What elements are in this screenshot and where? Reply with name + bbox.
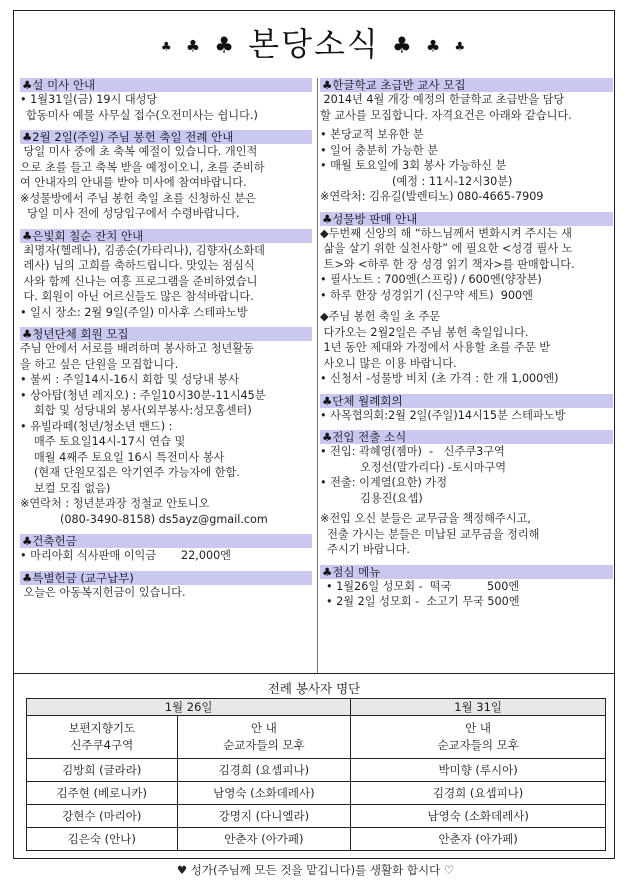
text-line: 주님 안에서 서로를 배려하며 봉사하고 청년활동 — [20, 342, 254, 355]
contact-line: ※연락처: 김유길(발렌티노) 080-4665-7909 — [320, 190, 544, 203]
text-line: 1년 동안 제대와 가정에서 사용할 초를 주문 받 — [320, 341, 551, 354]
role-cell — [177, 716, 351, 759]
bullet-item: • 하루 한장 성경읽기 (신구약 세트) 900엔 — [320, 288, 613, 304]
text-line: 을 하고 싶은 단원을 모집합니다. — [20, 357, 179, 371]
text-line: (예정 : 11시-12시30분) — [392, 174, 513, 188]
right-column — [317, 78, 613, 673]
section-heading: ♣성물방 판매 안내 — [320, 212, 613, 226]
role-cell — [351, 716, 606, 759]
lunch-menu-section — [320, 565, 613, 610]
role-group: 순교자들의 모후 — [437, 738, 519, 752]
special-offering-section — [20, 571, 312, 601]
text-line: ※성물방에서 주님 봉헌 축일 초를 신청하신 분은 — [20, 191, 257, 205]
roster-table — [26, 698, 606, 851]
date-cell: 1월 26일 — [27, 699, 351, 716]
korean-school-section — [320, 78, 613, 205]
section-heading: ♣한글학교 초급반 교사 모집 — [320, 78, 613, 92]
text-line: 오정선(말가리다) -토시마구역 — [360, 460, 507, 474]
text-line: 으로 초를 들고 축복 받을 예정이오니, 초를 준비하 — [20, 160, 265, 174]
sub-heading: ◆주님 봉헌 축일 초 주문 — [320, 310, 441, 323]
table-row — [27, 828, 606, 851]
text-line: 최명자(헬레나), 김종순(가타리나), 김향자(소화데 — [20, 243, 265, 257]
youth-recruit-section — [20, 327, 312, 527]
monthly-meeting-section — [320, 394, 613, 424]
name-cell: 안춘자 (아가페) — [177, 828, 351, 851]
name-cell: 김방희 (글라라) — [27, 759, 178, 782]
bullet-item: • 매월 토요일에 3회 봉사 가능하신 분 — [320, 158, 613, 174]
table-row — [27, 805, 606, 828]
text-line: 김용진(요셉) — [360, 491, 423, 505]
text-line: 다. 회원이 아닌 어르신들도 많은 참석바랍니다. — [20, 290, 254, 303]
club-icon: ♣ — [185, 36, 203, 56]
bullet-item: • 상아탑(청년 레지오) : 주일10시30분-11시45분 — [20, 388, 312, 404]
table-row — [27, 759, 606, 782]
name-cell: 강명지 (다니엘라) — [177, 805, 351, 828]
text-line: 주시기 바랍니다. — [320, 543, 410, 556]
text-line: 다가오는 2월2일은 주님 봉헌 축일입니다. — [320, 325, 529, 339]
name-cell: 강현수 (마리아) — [27, 805, 178, 828]
bullet-item: • 일어 충분히 가능한 분 — [320, 143, 613, 159]
new-year-mass-section — [20, 78, 312, 123]
bullet-item: • 2월 2일 성모회 - 소고기 무국 500엔 — [320, 594, 613, 610]
section-heading: ♣2월 2일(주일) 주님 봉헌 축일 전례 안내 — [20, 130, 312, 144]
bullet-item: • 일시 장소: 2월 9일(주일) 미사후 스테파노방 — [20, 305, 312, 321]
text-line: ◆두번째 신앙의 해 “하느님께서 변화시켜 주시는 새 — [320, 226, 572, 240]
name-cell: 김경희 (요셉피나) — [177, 759, 351, 782]
text-line: 여 안내자의 안내를 받아 미사에 참여바랍니다. — [20, 176, 247, 189]
role-label: 보편지향기도 — [68, 721, 136, 735]
bullet-item: • 마리아회 식사판매 이익금 22,000엔 — [20, 548, 312, 564]
gift-shop-section — [320, 212, 613, 387]
bullet-item: • 1월26일 성모회 - 떡국 500엔 — [320, 579, 613, 595]
role-cell — [27, 716, 178, 759]
liturgy-server-roster — [13, 674, 615, 859]
bullet-item: • 불씨 : 주일14시-16시 회합 및 성당내 봉사 — [20, 372, 312, 388]
roster-title: 전례 봉사자 명단 — [267, 681, 361, 696]
text-line: 트>와 <하루 한 장 성경 읽기 책자>를 판매합니다. — [320, 257, 575, 271]
text-line: 당일 미사 중에 초 축복 예절이 있습니다. 개인적 — [20, 145, 258, 158]
text-line: 매주 토요일14시-17시 연습 및 — [34, 435, 186, 448]
text-line: 전출 가시는 분들은 미납된 교무금을 정리해 — [320, 527, 540, 541]
contact-phone-email: (080-3490-8158) ds5ayz@gmail.com — [60, 512, 268, 526]
text-line: 오늘은 아동복지헌금이 있습니다. — [20, 585, 186, 599]
bullet-item: • 사목협의회:2월 2일(주일)14시15분 스테파노방 — [320, 408, 613, 424]
text-line: ※전입 오신 분들은 교무금을 책정해주시고, — [320, 512, 531, 525]
club-icon: ♣ — [454, 39, 468, 54]
text-line: (현재 단원모집은 악기연주 가능자에 한함. — [34, 466, 240, 479]
name-cell: 남영숙 (소화데레사) — [177, 782, 351, 805]
section-heading: ♣점심 메뉴 — [320, 565, 613, 579]
text-line: 2014년 4월 개강 예정의 한글학교 초급반을 담당 — [320, 93, 565, 106]
name-cell: 김은숙 (안나) — [27, 828, 178, 851]
text-line: 할 교사를 모집합니다. 자격요건은 아래와 같습니다. — [320, 108, 572, 122]
name-cell: 남영숙 (소화데레사) — [351, 805, 606, 828]
text-line: 사와 함께 신나는 여흥 프로그램을 준비하였습니 — [20, 274, 258, 288]
section-heading: ♣설 미사 안내 — [20, 78, 312, 92]
bullet-item: • 전출: 이계열(요한) 가정 — [320, 475, 613, 491]
title-text: 본당소식 — [248, 25, 380, 63]
bullet-item: • 1월31일(금) 19시 대성당 — [20, 92, 312, 108]
table-row — [27, 782, 606, 805]
section-heading: ♣특별헌금 (교구납부) — [20, 571, 312, 585]
bullet-item: • 필사노트 : 700엔(스프링) / 600엔(양장본) — [320, 272, 613, 288]
date-cell: 1월 31일 — [351, 699, 606, 716]
club-icon: ♣ — [425, 36, 443, 56]
club-icon: ♣ — [392, 33, 414, 59]
section-heading: ♣단체 월례회의 — [320, 394, 613, 408]
transfer-news-section — [320, 430, 613, 558]
bullet-item: • 전입: 곽혜영(젬마) - 신주쿠3구역 — [320, 444, 613, 460]
text-line: 매월 4째주 토요일 16시 특전미사 봉사 — [34, 450, 225, 464]
text-line: 삶을 살기 위한 실천사항” 에 필요한 <성경 필사 노 — [320, 242, 573, 255]
bullet-item: • 유빌라떼(청년/청소년 밴드) : — [20, 419, 312, 435]
role-group: 순교자들의 모후 — [223, 738, 305, 752]
name-cell: 김주현 (베로니카) — [27, 782, 178, 805]
club-icon: ♣ — [160, 39, 174, 54]
silver-club-section — [20, 229, 312, 321]
text-line: 사오니 많은 이용 바랍니다. — [320, 356, 457, 370]
section-heading: ♣은빛회 칠순 잔치 안내 — [20, 229, 312, 243]
role-label: 안 내 — [250, 721, 277, 735]
name-cell: 김경희 (요셉피나) — [351, 782, 606, 805]
section-heading: ♣전입 전출 소식 — [320, 430, 613, 444]
bullet-item: • 본당교적 보유한 분 — [320, 127, 613, 143]
section-heading: ♣청년단체 회원 모집 — [20, 327, 312, 341]
club-icon: ♣ — [214, 33, 236, 59]
text-line: 보컬 모집 없음) — [34, 481, 111, 495]
bulletin-title — [14, 19, 614, 72]
section-heading: ♣건축헌금 — [20, 534, 312, 548]
bullet-item: • 신청서 -성물방 비치 (초 가격 : 한 개 1,000엔) — [320, 371, 613, 387]
text-line: 합동미사 예물 사무실 접수(오전미사는 쉽니다.) — [26, 108, 258, 122]
bulletin-frame — [13, 10, 615, 674]
role-label: 안 내 — [465, 721, 492, 735]
footer-slogan: ♥ 성가(주님께 모든 것을 맡깁니다)를 생활화 합시다 ♡ — [176, 863, 455, 877]
presentation-feast-section — [20, 130, 312, 222]
text-line: 당일 미사 전에 성당입구에서 수령바랍니다. — [20, 207, 240, 220]
text-line: 회합 및 성당내외 봉사(외부봉사:성모홈센터) — [34, 404, 252, 417]
text-line: 레사) 님의 고희를 축하드립니다. 맛있는 점심식 — [20, 259, 255, 272]
role-row — [27, 716, 606, 759]
name-cell: 안춘자 (아가페) — [351, 828, 606, 851]
left-column — [20, 78, 312, 673]
name-cell: 박미향 (루시아) — [351, 759, 606, 782]
role-group: 신주쿠4구역 — [70, 738, 134, 752]
date-row — [27, 699, 606, 716]
contact-line: ※연락처 : 청년분과장 정철교 안토니오 — [20, 497, 210, 510]
building-fund-section — [20, 534, 312, 564]
